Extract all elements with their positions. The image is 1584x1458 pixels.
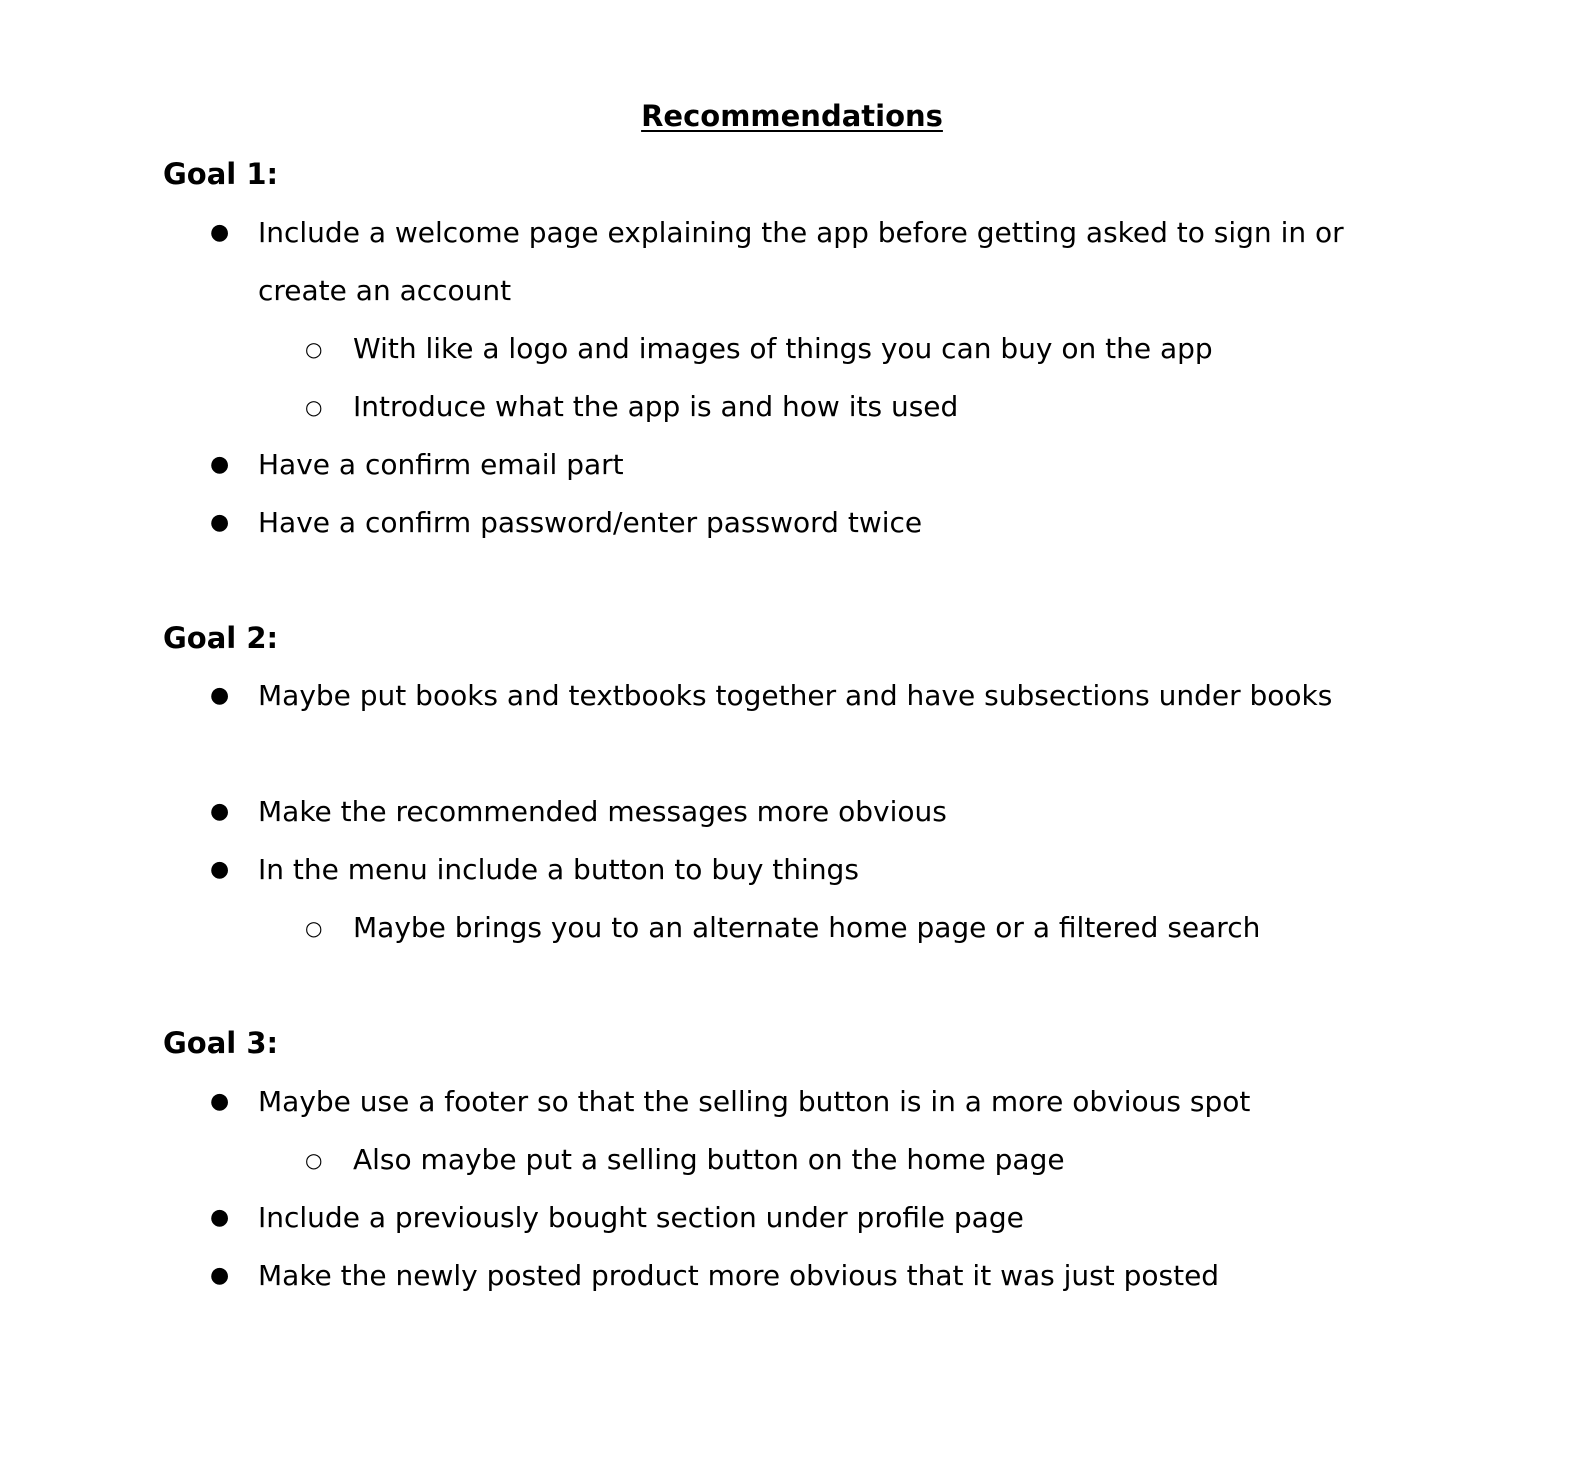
- page-title: Recommendations: [641, 99, 943, 133]
- bullet-icon: ●: [210, 510, 230, 535]
- hollow-bullet-icon: ○: [305, 395, 323, 419]
- bullet-icon: ●: [210, 452, 230, 477]
- list-item-text: In the menu include a button to buy things: [258, 853, 859, 886]
- list-item: [210, 1073, 1251, 1131]
- list-item-text: Have a confirm email part: [258, 448, 624, 481]
- bullet-icon: ●: [210, 799, 230, 824]
- list-item-text: Maybe put books and textbooks together and have subsections under books: [258, 679, 1333, 712]
- goal-1-heading: Goal 1:: [163, 157, 279, 191]
- list-item-text: Include a welcome page explaining the app before getting asked to sign in or create an account: [258, 216, 1344, 307]
- list-item: [305, 1131, 1065, 1189]
- hollow-bullet-icon: ○: [305, 1148, 323, 1172]
- list-item: [305, 378, 959, 436]
- list-item: [305, 899, 1261, 957]
- list-item-text: Introduce what the app is and how its used: [353, 390, 959, 423]
- bullet-icon: ●: [210, 1205, 230, 1230]
- list-item: [305, 320, 1213, 378]
- list-item-text: Make the newly posted product more obvious that it was just posted: [258, 1259, 1220, 1292]
- list-item: [210, 204, 1378, 320]
- list-item-text: Make the recommended messages more obvious: [258, 795, 947, 828]
- list-item: [210, 1189, 1024, 1247]
- hollow-bullet-icon: ○: [305, 916, 323, 940]
- list-item: [210, 667, 1378, 725]
- list-item-text: Maybe brings you to an alternate home page or a filtered search: [353, 911, 1261, 944]
- goal-2-heading: Goal 2:: [163, 621, 279, 655]
- bullet-icon: ●: [210, 857, 230, 882]
- list-item: [210, 436, 624, 494]
- bullet-icon: ●: [210, 683, 230, 708]
- hollow-bullet-icon: ○: [305, 337, 323, 361]
- list-item-text: Maybe use a footer so that the selling button is in a more obvious spot: [258, 1085, 1251, 1118]
- bullet-icon: ●: [210, 1263, 230, 1288]
- bullet-icon: ●: [210, 220, 230, 245]
- list-item: [210, 494, 923, 552]
- list-item: [210, 783, 947, 841]
- list-item-text: Also maybe put a selling button on the home page: [353, 1143, 1065, 1176]
- list-item-text: Have a confirm password/enter password twice: [258, 506, 923, 539]
- list-item-text: Include a previously bought section under profile page: [258, 1201, 1024, 1234]
- goal-3-heading: Goal 3:: [163, 1026, 279, 1060]
- list-item: [210, 1247, 1220, 1305]
- list-item: [210, 841, 859, 899]
- list-item-text: With like a logo and images of things you can buy on the app: [353, 332, 1213, 365]
- bullet-icon: ●: [210, 1089, 230, 1114]
